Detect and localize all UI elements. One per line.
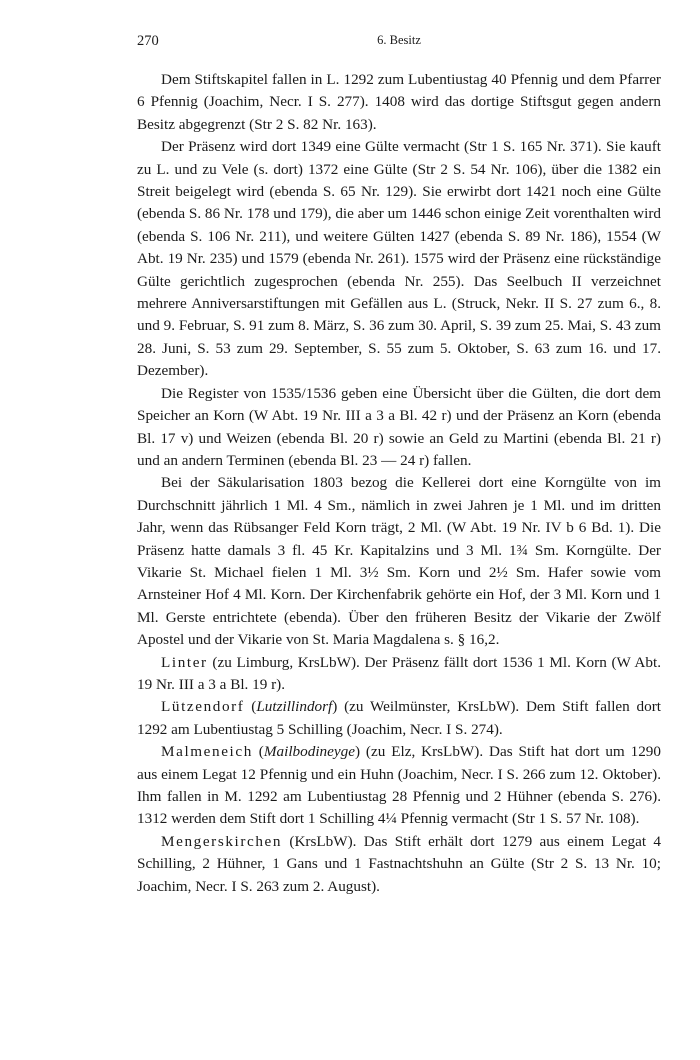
entry-malmeneich: Malmeneich (Mailbodineyge) (zu Elz, KrsLbW). Das Stift hat dort um 1290 aus einem Legat 12 Pfennig und ein Huhn (Joachim, Necr. I S. 266 zum 12. Oktober). Ihm fallen in M. 1292 am Lubentiustag 28 Pfennig und 2 Hühner (ebenda S. 276). 1312 werden dem Stift dort 1 Schilling 4¼ Pfennig vermacht (Str 1 S. 57 Nr. 108).	[137, 743, 661, 828]
entry-place-name: Linter	[161, 653, 208, 671]
paragraph: Die Register von 1535/1536 geben eine Übersicht über die Gülten, die dort dem Speicher an Korn (W Abt. 19 Nr. III a 3 a Bl. 42 r) und der Präsenz an Korn (ebenda Bl. 17 v) und Weizen (ebenda Bl. 20 r) sowie an Geld zu Martini (ebenda Bl. 21 r) und an andern Terminen (ebenda Bl. 23 — 24 r) fallen.	[137, 384, 661, 469]
paragraph: Bei der Säkularisation 1803 bezog die Kellerei dort eine Korngülte von im Durchschnitt jährlich 1 Ml. 4 Sm., nämlich in zwei Jahren je 1 Ml. und im dritten Jahr, wenn das Rübsanger Feld Korn trägt, 2 Ml. (W Abt. 19 Nr. IV b 6 Bd. 1). Die Präsenz hatte damals 3 fl. 45 Kr. Kapitalzins und 3 Ml. 1¾ Sm. Korngülte. Der Vikarie St. Michael fielen 1 Ml. 3½ Sm. Korn und 2½ Sm. Hafer sowie vom Arnsteiner Hof 4 Ml. Korn. Der Kirchenfabrik gehörte ein Hof, der 3 Ml. Korn und 1 Ml. Gerste entrichtete (ebenda). Über den früheren Besitz der Vikarie der Zwölf Apostel und der Vikarie von St. Maria Magdalena s. § 16,2.	[137, 474, 661, 649]
entry-place-name: Mengerskirchen	[161, 832, 283, 850]
historic-name: Mailbodineyge	[263, 743, 355, 761]
page-number: 270	[137, 33, 159, 49]
paragraph: Der Präsenz wird dort 1349 eine Gülte vermacht (Str 1 S. 165 Nr. 371). Sie kauft zu L. und zu Vele (s. dort) 1372 eine Gülte (Str 2 S. 54 Nr. 106), über die 1382 ein Streit beigelegt wird (ebenda S. 65 Nr. 129). Sie erwirbt dort 1421 noch eine Gülte (ebenda S. 86 Nr. 178 und 179), die aber um 1446 schon einige Zeit vorenthalten wird (ebenda S. 106 Nr. 211), und weitere Gülten 1427 (ebenda S. 89 Nr. 186), 1554 (W Abt. 19 Nr. 235) und 1579 (ebenda Nr. 261). 1575 wird der Präsenz eine rückständige Gülte gerichtlich zugesprochen (ebenda Nr. 255). Das Seelbuch II verzeichnet mehrere Anniversarstiftungen mit Gefällen aus L. (Struck, Nekr. II S. 27 zum 6., 8. und 9. Februar, S. 91 zum 8. März, S. 36 zum 30. April, S. 39 zum 25. Mai, S. 43 zum 28. Juni, S. 53 zum 29. September, S. 55 zum 5. Oktober, S. 63 zum 16. und 17. Dezember).	[137, 138, 661, 380]
entry-text: (zu Elz, KrsLbW). Das Stift hat dort um 1290 aus einem Legat 12 Pfennig und ein Huhn (Joachim, Necr. I S. 266 zum 12. Oktober). Ihm fallen in M. 1292 am Lubentiustag 28 Pfennig und 2 Hühner (ebenda S. 276). 1312 werden dem Stift dort 1 Schilling 4¼ Pfennig vermacht (Str 1 S. 57 Nr. 108).	[137, 743, 661, 828]
body-text	[137, 69, 661, 898]
entry-text: (zu Weilmünster, KrsLbW). Dem Stift fallen dort 1292 am Lubentiustag 5 Schilling (Joachim, Necr. I S. 274).	[137, 698, 661, 738]
entry-text: (KrsLbW). Das Stift erhält dort 1279 aus einem Legat 4 Schilling, 2 Hühner, 1 Gans und 1 Fastnachtshuhn an Gülte (Str 2 S. 13 Nr. 10; Joachim, Necr. I S. 263 zum 2. August).	[137, 832, 661, 895]
entry-mengerskirchen	[137, 831, 661, 898]
entry-text: (zu Limburg, KrsLbW). Der Präsenz fällt dort 1536 1 Ml. Korn (W Abt. 19 Nr. III a 3 a Bl. 19 r).	[137, 653, 661, 693]
paragraph: Dem Stiftskapitel fallen in L. 1292 zum Lubentiustag 40 Pfennig und dem Pfarrer 6 Pfennig (Joachim, Necr. I S. 277). 1408 wird das dortige Stiftsgut gegen andern Besitz abgegrenzt (Str 2 S. 82 Nr. 163).	[137, 71, 661, 133]
historic-name: Lutzillindorf	[256, 698, 333, 716]
book-page	[137, 33, 661, 898]
page-header	[137, 33, 661, 55]
entry-luetzendorf: Lützendorf (Lutzillindorf) (zu Weilmünster, KrsLbW). Dem Stift fallen dort 1292 am Lubentiustag 5 Schilling (Joachim, Necr. I S. 274).	[137, 698, 661, 738]
entry-linter	[137, 652, 661, 697]
entry-place-name: Malmeneich	[161, 743, 253, 761]
running-title: 6. Besitz	[377, 33, 421, 47]
entry-place-name: Lützendorf	[161, 698, 245, 716]
